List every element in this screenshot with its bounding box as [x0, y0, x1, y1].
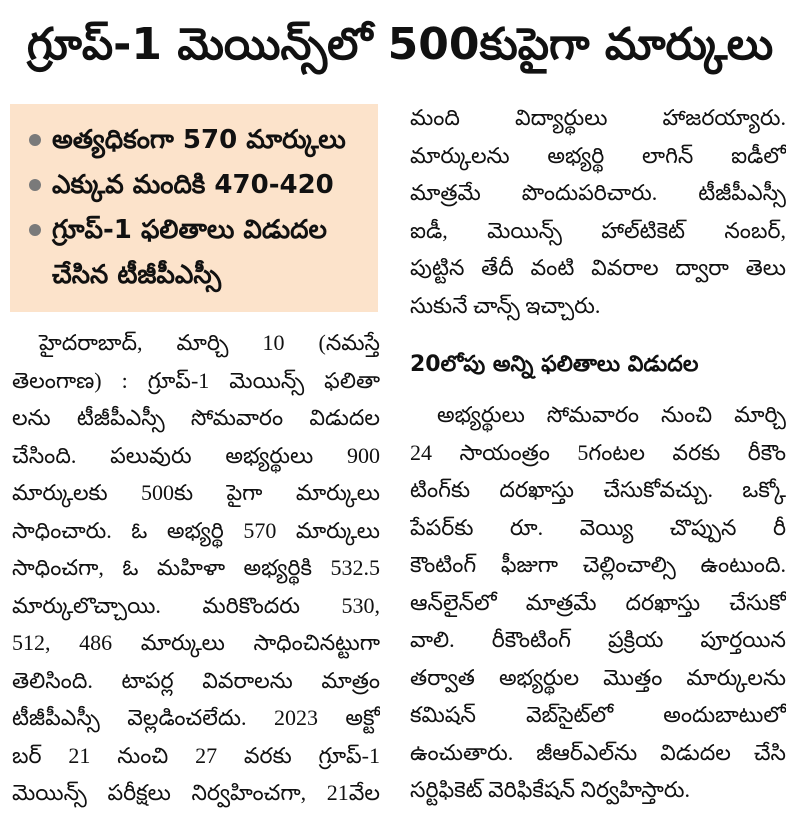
body-line: సుకునే చాన్స్‌ ఇచ్చారు. — [410, 292, 601, 318]
body-line: అభ్యర్థులు సోమవారం నుంచి మార్చి — [437, 402, 786, 427]
body-line: మంది విద్యార్థులు హాజరయ్యారు. — [410, 105, 786, 130]
highlight-text: అత్యధికంగా 570 మార్కులు — [52, 125, 346, 155]
paragraph — [410, 99, 786, 324]
highlights-box — [10, 104, 378, 312]
bullet-icon — [29, 134, 41, 146]
body-line: ఉంచుతారు. జీఆర్‌ఎల్‌ను విడుదల చేసి — [410, 739, 786, 765]
body-line: సాధించారు. ఓ అభ్యర్థి 570 మార్కులు — [12, 517, 380, 543]
bullet-icon — [29, 224, 41, 236]
highlight-item — [10, 208, 378, 298]
body-line: తెలంగాణ) : గ్రూప్‌-1 మెయిన్స్‌ ఫలితా — [12, 367, 380, 393]
highlight-item — [10, 163, 378, 208]
body-line: సర్టిఫికెట్‌ వెరిఫికేషన్‌ నిర్వహిస్తారు. — [410, 777, 690, 802]
body-line: మెయిన్స్‌ పరీక్షలు నిర్వహించగా, 21వేల — [12, 780, 380, 805]
body-line: కౌంటింగ్‌ ఫీజుగా చెల్లించాల్సి ఉంటుంది. — [410, 552, 786, 577]
body-line: మార్కులను అభ్యర్థి లాగిన్‌ ఐడీలో — [410, 142, 786, 168]
article-column-right — [410, 99, 786, 811]
body-line: మార్కులొచ్చాయి. మరికొందరు 530, — [12, 592, 380, 618]
body-line: తర్వాత అభ్యర్థుల మొత్తం మార్కులను — [410, 664, 786, 690]
bullet-icon — [29, 179, 41, 191]
highlight-text: ఎక్కువ మందికి 470-420 — [52, 170, 334, 200]
body-line: కమిషన్‌ వెబ్‌సైట్‌లో అందుబాటులో — [410, 702, 786, 727]
body-line: మాత్రమే పొందుపరిచారు. టీజీపీఎస్సీ — [410, 180, 786, 205]
highlight-text: గ్రూప్‌-1 ఫలితాలు విడుదల — [52, 215, 327, 245]
paragraph — [410, 396, 786, 809]
body-line: ఐడీ, మెయిన్స్‌ హాల్‌టికెట్‌ నంబర్‌, — [410, 217, 786, 243]
headline: గ్రూప్‌-1 మెయిన్స్‌లో 500కుపైగా మార్కులు — [26, 19, 774, 70]
highlight-item — [10, 118, 378, 163]
body-line: 512, 486 మార్కులు సాధించినట్టుగా — [12, 630, 380, 655]
body-line: మార్కులకు 500కు పైగా మార్కులు — [12, 480, 380, 505]
body-line: తెలిసింది. టాపర్ల వివరాలను మాత్రం — [12, 667, 380, 693]
body-line: చేసింది. పలువురు అభ్యర్థులు 900 — [12, 442, 380, 468]
body-line: పేపర్‌కు రూ. వెయ్యి చొప్పున రీ — [410, 514, 786, 540]
body-line: పుట్టిన తేదీ వంటి వివరాల ద్వారా తెలు — [410, 255, 786, 280]
body-line: బర్‌ 21 నుంచి 27 వరకు గ్రూప్‌-1 — [12, 742, 380, 768]
body-line: టింగ్‌కు దరఖాస్తు చేసుకోవచ్చు. ఒక్కో — [410, 477, 786, 502]
body-line: హైదరాబాద్‌, మార్చి 10 (నమస్తే — [39, 330, 380, 355]
body-line: వాలి. రీకౌంటింగ్‌ ప్రక్రియ పూర్తయిన — [410, 627, 786, 652]
body-line: లను టీజీపీఎస్సీ సోమవారం విడుదల — [12, 405, 380, 430]
body-line: సాధించగా, ఓ మహిళా అభ్యర్థికి 532.5 — [12, 555, 380, 580]
body-line: టీజీపీఎస్సీ వెల్లడించలేదు. 2023 అక్టో — [12, 705, 380, 730]
article-column-left — [12, 324, 380, 814]
body-line: 24 సాయంత్రం 5గంటల వరకు రీకౌం — [410, 439, 786, 465]
highlight-text: చేసిన టీజీపీఎస్సీ — [52, 260, 222, 290]
body-line: ఆన్‌లైన్‌లో మాత్రమే దరఖాస్తు చేసుకో — [410, 589, 786, 615]
subheading: 20లోపు అన్ని ఫలితాలు విడుదల — [410, 352, 699, 377]
